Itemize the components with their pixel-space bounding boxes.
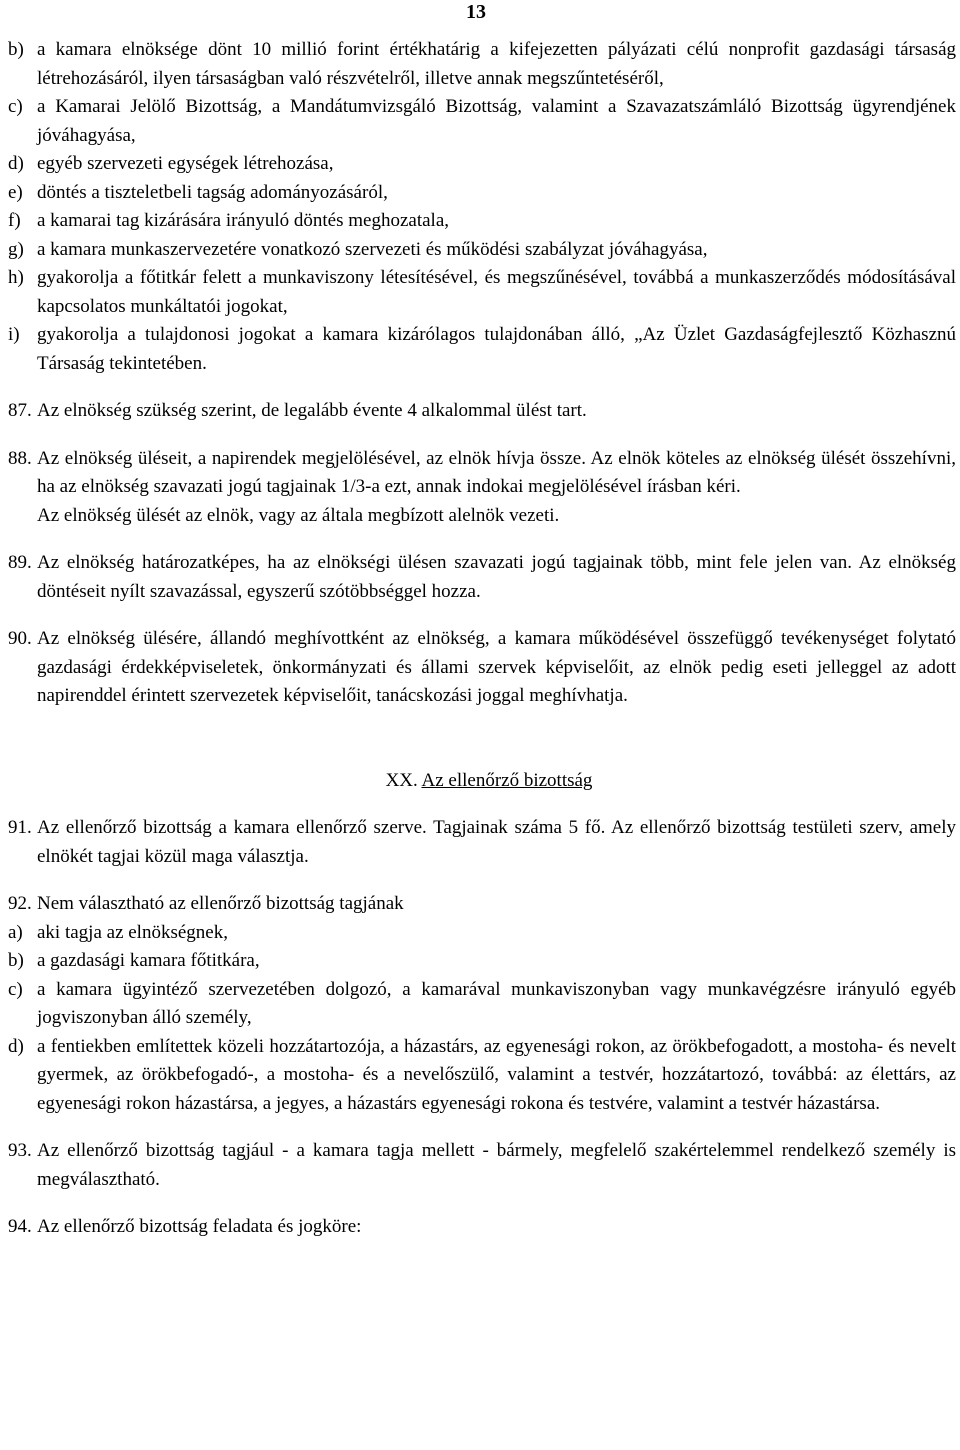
list-item bbox=[8, 207, 956, 236]
paragraph-number: 88. bbox=[8, 447, 32, 469]
list-label: h) bbox=[8, 267, 24, 288]
list-label: g) bbox=[8, 238, 24, 260]
paragraph-number: 87. bbox=[8, 400, 32, 421]
list-label: d) bbox=[8, 153, 24, 174]
paragraph-90 bbox=[8, 625, 956, 711]
paragraph-92 bbox=[8, 890, 956, 919]
list-text: a Kamarai Jelölő Bizottság, a Mandátumvizsgáló Bizottság, valamint a Szavazatszámláló Bizottság ügyrendjének jóváhagyása, bbox=[37, 96, 956, 146]
list-text: a kamara munkaszervezetére vonatkozó szervezeti és működési szabályzat jóváhagyása, bbox=[37, 238, 708, 260]
list-label: f) bbox=[8, 210, 21, 231]
list-item bbox=[8, 947, 956, 976]
paragraph-text: Az ellenőrző bizottság a kamara ellenőrző szerve. Tagjainak száma 5 fő. Az ellenőrző bizottság testületi szerv, amely elnökét tagjai közül maga választja. bbox=[37, 817, 956, 867]
paragraph-sentence: Az elnökség üléseit, a napirendek megjelölésével, az elnök hívja össze. Az elnök köteles az elnökség ülését összehívni, ha az elnökség szavazati jogú tagjainak 1/3-a ezt, annak indokai megjelölésével írásban kéri. bbox=[37, 447, 956, 497]
list-label: c) bbox=[8, 978, 23, 1000]
paragraph-91 bbox=[8, 814, 956, 871]
list-text: a kamarai tag kizárására irányuló döntés meghozatala, bbox=[37, 210, 449, 231]
paragraph-number: 92. bbox=[8, 893, 32, 914]
list-item bbox=[8, 36, 956, 93]
paragraph-number: 93. bbox=[8, 1140, 32, 1161]
list-text: egyéb szervezeti egységek létrehozása, bbox=[37, 153, 334, 174]
list-label: b) bbox=[8, 950, 24, 971]
list-text: gyakorolja a tulajdonosi jogokat a kamara kizárólagos tulajdonában álló, „Az Üzlet Gazdaságfejlesztő Közhasznú Társaság tekintetében. bbox=[37, 324, 956, 374]
paragraph-text bbox=[37, 445, 956, 531]
list-item bbox=[8, 321, 956, 378]
list-label: e) bbox=[8, 181, 23, 203]
paragraph-sentence: Az elnökség ülését az elnök, vagy az általa megbízott alelnök vezeti. bbox=[37, 504, 560, 526]
section-heading bbox=[8, 767, 956, 796]
paragraph-number: 89. bbox=[8, 552, 32, 573]
list-label: d) bbox=[8, 1035, 24, 1057]
paragraph-87 bbox=[8, 397, 956, 426]
list-item bbox=[8, 976, 956, 1033]
paragraph-number: 90. bbox=[8, 628, 32, 649]
paragraph-text: Az ellenőrző bizottság tagjául - a kamara tagja mellett - bármely, megfelelő szakértelemmel rendelkező személy is megválasztható. bbox=[37, 1140, 956, 1190]
list-label: a) bbox=[8, 921, 23, 943]
paragraph-number: 94. bbox=[8, 1216, 32, 1237]
page-number: 13 bbox=[466, 1, 486, 23]
paragraph-94 bbox=[8, 1213, 956, 1242]
list-label: c) bbox=[8, 96, 23, 117]
paragraph-number: 91. bbox=[8, 817, 32, 838]
list-item bbox=[8, 150, 956, 179]
paragraph-text: Az elnökség határozatképes, ha az elnökségi ülésen szavazati jogú tagjainak több, mint fele jelen van. Az elnökség döntéseit nyílt szavazással, egyszerű szótöbbséggel hozza. bbox=[37, 552, 956, 602]
list-label: b) bbox=[8, 39, 24, 60]
paragraph-text: Az elnökség szükség szerint, de legalább évente 4 alkalommal ülést tart. bbox=[37, 400, 587, 421]
list-item bbox=[8, 919, 956, 948]
paragraph-89 bbox=[8, 549, 956, 606]
list-text: döntés a tiszteletbeli tagság adományozásáról, bbox=[37, 181, 388, 203]
list-text: a fentiekben említettek közeli hozzátartozója, a házastárs, az egyenesági rokon, az örökbefogadott, a mostoha- és nevelt gyermek, az örökbefogadó-, a mostoha- és a nevelőszülő, valamint a testvér, hozzátartozó, továbbá: az élettárs, az egyenesági rokon házastársa, a jegyes, a házastárs egyenesági rokona és testvére, valamint a testvér házastársa. bbox=[37, 1035, 956, 1114]
list-text: a gazdasági kamara főtitkára, bbox=[37, 950, 260, 971]
list-text: aki tagja az elnökségnek, bbox=[37, 921, 228, 943]
list-item bbox=[8, 264, 956, 321]
paragraph-88 bbox=[8, 445, 956, 531]
list-item bbox=[8, 1033, 956, 1119]
list-text: a kamara ügyintéző szervezetében dolgozó, a kamarával munkaviszonyban vagy munkavégzésre irányuló egyéb jogviszonyban álló személy, bbox=[37, 978, 956, 1028]
list-text: gyakorolja a főtitkár felett a munkaviszony létesítésével, és megszűnésével, továbbá a munkaszerződés módosításával kapcsolatos munkáltatói jogokat, bbox=[37, 267, 956, 317]
list-item bbox=[8, 93, 956, 150]
paragraph-text: Nem választható az ellenőrző bizottság tagjának bbox=[37, 893, 404, 914]
paragraph-text: Az ellenőrző bizottság feladata és jogköre: bbox=[37, 1216, 362, 1237]
list-label: i) bbox=[8, 324, 20, 345]
paragraph-93 bbox=[8, 1137, 956, 1194]
list-text: a kamara elnöksége dönt 10 millió forint értékhatárig a kifejezetten pályázati célú nonprofit gazdasági társaság létrehozásáról, ilyen társaságban való részvételről, illetve annak megszűntetéséről, bbox=[37, 39, 956, 89]
list-item bbox=[8, 179, 956, 208]
paragraph-text: Az elnökség ülésére, állandó meghívottként az elnökség, a kamara működésével összefüggő tevékenységet folytató gazdasági érdekképviseletek, önkormányzati és állami szervek képviselőit, az elnök pedig eseti jelleggel az adott napirenddel érintett szervezetek képviselőit, tanácskozási joggal meghívhatja. bbox=[37, 628, 956, 706]
document-body bbox=[8, 36, 956, 1242]
list-item bbox=[8, 236, 956, 265]
section-title: Az ellenőrző bizottság bbox=[421, 769, 593, 791]
section-number: XX. bbox=[385, 769, 418, 791]
